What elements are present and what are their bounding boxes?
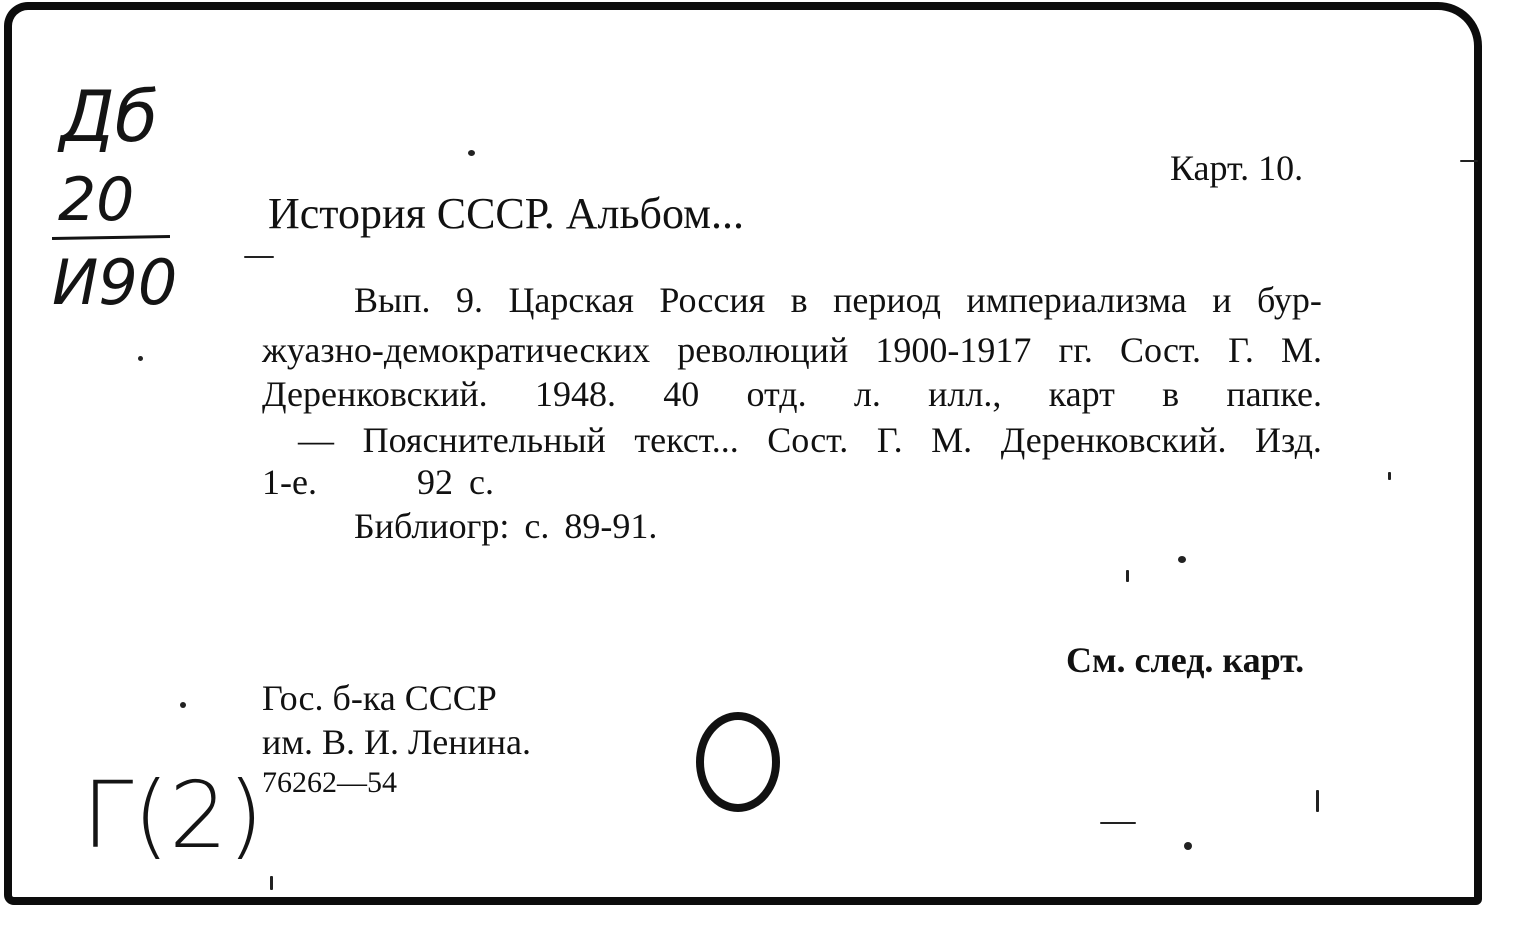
shelfmark-line1: Дб bbox=[60, 76, 158, 158]
body-word: М. bbox=[931, 420, 973, 460]
body-word: 9. bbox=[455, 280, 483, 320]
body-word: Сост. bbox=[1120, 330, 1201, 370]
scan-speck bbox=[180, 702, 186, 708]
body-word: илл., bbox=[928, 374, 1002, 414]
body-word: период bbox=[833, 280, 941, 320]
body-word: гг. bbox=[1058, 330, 1093, 370]
scan-speck bbox=[1100, 822, 1136, 824]
body-word: текст... bbox=[634, 420, 739, 460]
scan-speck bbox=[1388, 472, 1391, 480]
body-word: в bbox=[790, 280, 808, 320]
body-line-3 bbox=[262, 376, 1322, 412]
body-word: империализма bbox=[966, 280, 1187, 320]
scan-speck bbox=[270, 876, 273, 890]
body-word: жуазно-демократических bbox=[262, 330, 651, 370]
body-word: карт bbox=[1048, 374, 1115, 414]
scan-speck bbox=[138, 356, 143, 361]
scan-speck bbox=[1184, 842, 1192, 850]
body-word: революций bbox=[677, 330, 849, 370]
body-word: Пояснительный bbox=[362, 420, 606, 460]
body-word: Деренковский. bbox=[1000, 420, 1227, 460]
body-word: 92 bbox=[416, 462, 453, 502]
scan-speck bbox=[1178, 556, 1186, 563]
body-word: 1900-1917 bbox=[875, 330, 1032, 370]
publisher-line-1: Гос. б-ка СССР bbox=[262, 678, 497, 718]
body-word: Деренковский. bbox=[262, 374, 488, 414]
body-line-5 bbox=[262, 464, 494, 500]
card-title: История СССР. Альбом... bbox=[268, 189, 744, 238]
scan-speck bbox=[1316, 790, 1319, 812]
publisher-line-2: им. В. И. Ленина. bbox=[262, 722, 531, 762]
body-word: отд. bbox=[746, 374, 807, 414]
body-word: Сост. bbox=[767, 420, 849, 460]
body-word: Изд. bbox=[1255, 420, 1322, 460]
publisher-line-3: 76262—54 bbox=[262, 766, 397, 799]
body-word: Г. bbox=[876, 420, 903, 460]
body-word: с. bbox=[468, 462, 494, 502]
scan-speck bbox=[1460, 160, 1478, 162]
shelfmark-line2: 20 bbox=[58, 165, 135, 235]
body-word: Г. bbox=[1228, 330, 1254, 370]
scan-speck bbox=[244, 256, 274, 258]
card-number: Карт. 10. bbox=[1170, 148, 1304, 188]
body-word: бур- bbox=[1256, 280, 1322, 320]
see-next-card: См. след. карт. bbox=[1066, 640, 1305, 680]
scan-speck bbox=[1126, 570, 1129, 582]
body-word: 1-е. bbox=[262, 462, 317, 502]
body-word: 1948. bbox=[534, 374, 616, 414]
body-word: Царская bbox=[508, 280, 634, 320]
body-word: папке. bbox=[1226, 374, 1322, 414]
body-word: Россия bbox=[659, 280, 766, 320]
body-word: л. bbox=[853, 374, 881, 414]
shelfmark-line3: И90 bbox=[52, 246, 178, 319]
scan-speck bbox=[468, 150, 475, 156]
body-word: Вып. bbox=[354, 280, 431, 320]
shelfmark-bottom: Г(2) bbox=[82, 762, 264, 869]
punch-hole bbox=[688, 706, 788, 818]
body-word: — bbox=[298, 420, 334, 460]
body-line-1 bbox=[354, 282, 1322, 318]
body-word: 40 bbox=[663, 374, 700, 414]
body-word: М. bbox=[1280, 330, 1322, 370]
bibliography-line: Библиогр: с. 89-91. bbox=[354, 506, 658, 546]
body-word: в bbox=[1162, 374, 1180, 414]
body-line-4 bbox=[298, 422, 1322, 458]
body-line-2 bbox=[262, 332, 1322, 368]
body-word: и bbox=[1212, 280, 1232, 320]
